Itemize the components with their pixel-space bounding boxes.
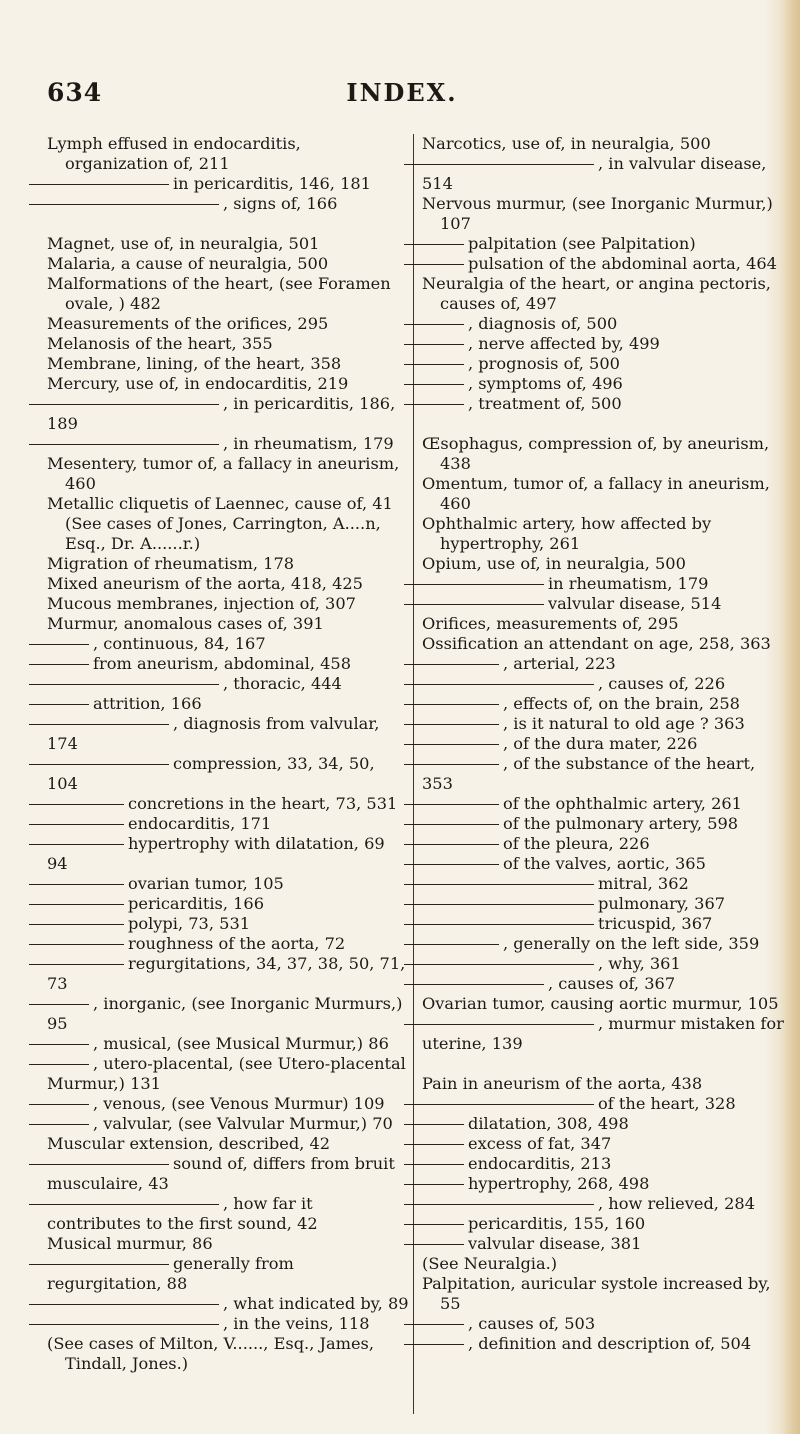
index-subentry [47,754,409,794]
entry-text: Opium, use of, in neuralgia, 500 [422,554,686,573]
ditto-rule [404,1184,464,1185]
index-subentry [422,914,784,934]
ditto-rule [29,1044,89,1045]
entry-text: Mercury, use of, in endocarditis, 219 [47,374,349,393]
entry-text: , generally on the left side, 359 [503,934,760,953]
entry-text: dilatation, 308, 498 [468,1114,629,1133]
ditto-rule [29,1164,169,1165]
index-subentry [47,1314,409,1334]
index-subentry [422,1314,784,1334]
ditto-rule [29,444,219,445]
entry-text: , continuous, 84, 167 [93,634,266,653]
ditto-rule [404,764,499,765]
ditto-rule [404,824,499,825]
ditto-rule [404,344,464,345]
index-subentry [47,1094,409,1114]
index-subentry [422,1334,784,1354]
entry-text: Mucous membranes, injection of, 307 [47,594,356,613]
entry-text: Mixed aneurism of the aorta, 418, 425 [47,574,363,593]
entry-text: , how far it contributes to the first sound, 42 [47,1194,318,1233]
index-entry [47,494,409,554]
entry-text: Nervous murmur, (see Inorganic Murmur,) 107 [422,194,773,233]
entry-text: , causes of, 503 [468,1314,596,1333]
index-subentry [47,1034,409,1054]
index-subentry [47,174,409,194]
index-subentry [422,1214,784,1234]
ditto-rule [29,904,124,905]
entry-text: , of the dura mater, 226 [503,734,698,753]
entry-text: hypertrophy with dilatation, 69 94 [47,834,385,873]
index-subentry [422,374,784,394]
index-subentry [422,314,784,334]
ditto-rule [404,844,499,845]
index-subentry [47,814,409,834]
ditto-rule [404,884,594,885]
index-subentry [422,574,784,594]
index-entry [422,474,784,514]
ditto-rule [404,904,594,905]
index-entry [47,334,409,354]
ditto-rule [29,844,124,845]
entry-text: , inorganic, (see Inorganic Murmurs,) 95 [47,994,403,1033]
ditto-rule [29,1064,89,1065]
index-entry [47,374,409,394]
index-entry [422,134,784,154]
ditto-rule [29,1324,219,1325]
ditto-rule [29,404,219,405]
index-subentry [47,954,409,994]
entry-text: , symptoms of, 496 [468,374,623,393]
entry-text: tricuspid, 367 [598,914,713,933]
index-column-left [47,134,409,1374]
ditto-rule [404,684,594,685]
ditto-rule [404,984,544,985]
ditto-rule [404,1144,464,1145]
entry-text: of the valves, aortic, 365 [503,854,706,873]
index-subentry [422,254,784,274]
index-subentry [422,974,784,994]
entry-text: Metallic cliquetis of Laennec, cause of, 41 (See cases of Jones, Carrington, A....n, Esq., Dr. A......r.) [47,494,393,553]
entry-text: , utero-placental, (see Utero-placental Murmur,) 131 [47,1054,406,1093]
entry-text: , murmur mistaken for uterine, 139 [422,1014,784,1053]
ditto-rule [29,1204,219,1205]
entry-text: pericarditis, 166 [128,894,265,913]
entry-text: mitral, 362 [598,874,689,893]
entry-text: of the ophthalmic artery, 261 [503,794,742,813]
entry-text: roughness of the aorta, 72 [128,934,346,953]
index-subentry [47,1254,409,1294]
page-title: INDEX. [346,78,458,107]
entry-text: , venous, (see Venous Murmur) 109 [93,1094,385,1113]
entry-text: Mesentery, tumor of, a fallacy in aneurism, 460 [47,454,400,493]
index-subentry [422,154,784,194]
index-entry [47,274,409,314]
ditto-rule [404,384,464,385]
entry-text: from aneurism, abdominal, 458 [93,654,352,673]
index-entry [422,194,784,234]
ditto-rule [404,324,464,325]
index-entry [422,514,784,554]
ditto-rule [29,1124,89,1125]
index-subentry [422,354,784,374]
index-entry [47,314,409,334]
entry-text: Magnet, use of, in neuralgia, 501 [47,234,320,253]
ditto-rule [29,1004,89,1005]
ditto-rule [404,964,594,965]
ditto-rule [404,1104,594,1105]
index-subentry [47,794,409,814]
entry-text: Musical murmur, 86 [47,1234,213,1253]
entry-text: , diagnosis of, 500 [468,314,618,333]
entry-text: Pain in aneurism of the aorta, 438 [422,1074,703,1093]
entry-text: compression, 33, 34, 50, 104 [47,754,375,793]
ditto-rule [404,364,464,365]
ditto-rule [29,944,124,945]
index-entry [422,554,784,574]
index-entry [422,434,784,474]
entry-text: regurgitations, 34, 37, 38, 50, 71, 73 [47,954,406,993]
index-subentry [422,1014,784,1054]
index-entry [47,454,409,494]
entry-text: , signs of, 166 [223,194,338,213]
index-column-right [422,134,784,1354]
ditto-rule [404,924,594,925]
ditto-rule [29,884,124,885]
entry-text: polypi, 73, 531 [128,914,251,933]
entry-text: in pericarditis, 146, 181 [173,174,371,193]
entry-text: endocarditis, 171 [128,814,272,833]
entry-text: Membrane, lining, of the heart, 358 [47,354,342,373]
index-subentry [422,654,784,674]
ditto-rule [404,704,499,705]
index-subentry [422,794,784,814]
index-subentry [422,854,784,874]
index-subentry [47,934,409,954]
entry-text: Murmur, anomalous cases of, 391 [47,614,324,633]
index-subentry [422,674,784,694]
ditto-rule [29,924,124,925]
page-header [47,78,757,118]
index-subentry [422,954,784,974]
entry-text: , is it natural to old age ? 363 [503,714,745,733]
entry-text: , diagnosis from valvular, 174 [47,714,380,753]
entry-text: endocarditis, 213 [468,1154,612,1173]
entry-text: concretions in the heart, 73, 531 [128,794,398,813]
entry-text: , treatment of, 500 [468,394,622,413]
section-gap [422,414,784,434]
entry-text: generally from regurgitation, 88 [47,1254,294,1293]
entry-text: , causes of, 226 [598,674,726,693]
section-gap [422,1054,784,1074]
index-subentry [47,634,409,654]
index-entry [47,234,409,254]
entry-text: pulsation of the abdominal aorta, 464 [468,254,777,273]
index-subentry [422,754,784,794]
ditto-rule [404,1124,464,1125]
page-number: 634 [47,78,103,107]
index-subentry [422,834,784,854]
index-subentry [47,654,409,674]
index-subentry [422,1134,784,1154]
index-subentry [47,434,409,454]
index-entry [47,1334,409,1374]
index-subentry [47,694,409,714]
entry-text: , effects of, on the brain, 258 [503,694,740,713]
ditto-rule [29,724,169,725]
ditto-rule [404,1324,464,1325]
entry-text: , in the veins, 118 [223,1314,370,1333]
ditto-rule [29,664,89,665]
entry-text: pericarditis, 155, 160 [468,1214,646,1233]
index-subentry [422,814,784,834]
index-subentry [422,694,784,714]
ditto-rule [404,604,544,605]
index-subentry [47,194,409,214]
index-subentry [422,1114,784,1134]
entry-text: attrition, 166 [93,694,202,713]
entry-text: Omentum, tumor of, a fallacy in aneurism, 460 [422,474,770,513]
index-entry [422,614,784,634]
section-gap [47,214,409,234]
entry-text: (See Neuralgia.) [422,1254,558,1273]
entry-text: , valvular, (see Valvular Murmur,) 70 [93,1114,393,1133]
entry-text: of the heart, 328 [598,1094,736,1113]
ditto-rule [404,1164,464,1165]
entry-text: , musical, (see Musical Murmur,) 86 [93,1034,389,1053]
entry-text: , definition and description of, 504 [468,1334,752,1353]
index-entry [47,614,409,634]
entry-text: (See cases of Milton, V......, Esq., James, Tindall, Jones.) [47,1334,375,1373]
index-subentry [422,1234,784,1254]
entry-text: valvular disease, 514 [548,594,722,613]
index-subentry [422,334,784,354]
index-subentry [47,714,409,754]
entry-text: Ovarian tumor, causing aortic murmur, 105 [422,994,779,1013]
index-entry [47,594,409,614]
entry-text: of the pulmonary artery, 598 [503,814,739,833]
ditto-rule [29,204,219,205]
index-subentry [422,734,784,754]
ditto-rule [29,1304,219,1305]
ditto-rule [404,1024,594,1025]
entry-text: , in valvular disease, 514 [422,154,767,193]
index-subentry [422,934,784,954]
index-subentry [422,894,784,914]
index-subentry [422,1194,784,1214]
entry-text: , causes of, 367 [548,974,676,993]
entry-text: Narcotics, use of, in neuralgia, 500 [422,134,711,153]
index-subentry [47,394,409,434]
entry-text: , what indicated by, 89 [223,1294,409,1313]
index-subentry [422,1154,784,1174]
ditto-rule [29,684,219,685]
entry-text: , arterial, 223 [503,654,616,673]
ditto-rule [404,864,499,865]
ditto-rule [404,1344,464,1345]
index-subentry [47,1294,409,1314]
entry-text: , of the substance of the heart, 353 [422,754,756,793]
index-subentry [47,1154,409,1194]
index-subentry [47,1114,409,1134]
ditto-rule [29,764,169,765]
entry-text: Measurements of the orifices, 295 [47,314,329,333]
index-subentry [422,1174,784,1194]
entry-text: Neuralgia of the heart, or angina pectoris, causes of, 497 [422,274,771,313]
ditto-rule [404,664,499,665]
index-entry [47,574,409,594]
index-entry [422,1254,784,1274]
entry-text: Palpitation, auricular systole increased by, 55 [422,1274,771,1313]
entry-text: of the pleura, 226 [503,834,650,853]
ditto-rule [404,724,499,725]
index-subentry [422,594,784,614]
ditto-rule [29,1104,89,1105]
entry-text: Malformations of the heart, (see Foramen ovale, ) 482 [47,274,391,313]
entry-text: pulmonary, 367 [598,894,726,913]
ditto-rule [29,644,89,645]
entry-text: , thoracic, 444 [223,674,342,693]
entry-text: Melanosis of the heart, 355 [47,334,273,353]
ditto-rule [29,804,124,805]
entry-text: in rheumatism, 179 [548,574,709,593]
ditto-rule [29,1264,169,1265]
entry-text: , nerve affected by, 499 [468,334,660,353]
ditto-rule [404,584,544,585]
index-subentry [47,834,409,874]
entry-text: ovarian tumor, 105 [128,874,284,893]
entry-text: Ossification an attendant on age, 258, 363 [422,634,771,653]
index-entry [47,1134,409,1154]
entry-text: Ophthalmic artery, how affected by hypertrophy, 261 [422,514,712,553]
index-entry [47,254,409,274]
ditto-rule [29,704,89,705]
index-subentry [422,714,784,734]
index-entry [422,274,784,314]
ditto-rule [404,264,464,265]
index-subentry [422,874,784,894]
entry-text: Orifices, measurements of, 295 [422,614,679,633]
entry-text: valvular disease, 381 [468,1234,642,1253]
index-entry [422,994,784,1014]
index-entry [47,134,409,174]
index-subentry [47,914,409,934]
ditto-rule [404,944,499,945]
index-entry [47,354,409,374]
entry-text: , in rheumatism, 179 [223,434,394,453]
index-subentry [47,1194,409,1234]
index-entry [422,634,784,654]
entry-text: Muscular extension, described, 42 [47,1134,331,1153]
entry-text: Œsophagus, compression of, by aneurism, 438 [422,434,770,473]
index-entry [47,1234,409,1254]
index-subentry [47,674,409,694]
index-entry [422,1074,784,1094]
index-entry [47,554,409,574]
ditto-rule [404,1224,464,1225]
entry-text: palpitation (see Palpitation) [468,234,696,253]
index-subentry [47,874,409,894]
entry-text: , how relieved, 284 [598,1194,755,1213]
ditto-rule [29,964,124,965]
entry-text: hypertrophy, 268, 498 [468,1174,650,1193]
entry-text: sound of, differs from bruit musculaire, 43 [47,1154,395,1193]
entry-text: excess of fat, 347 [468,1134,612,1153]
ditto-rule [29,184,169,185]
entry-text: Malaria, a cause of neuralgia, 500 [47,254,329,273]
ditto-rule [404,804,499,805]
ditto-rule [404,1244,464,1245]
ditto-rule [404,244,464,245]
entry-text: Lymph effused in endocarditis, organization of, 211 [47,134,301,173]
index-subentry [47,1054,409,1094]
entry-text: , in pericarditis, 186, 189 [47,394,396,433]
ditto-rule [404,164,594,165]
index-subentry [422,234,784,254]
ditto-rule [29,824,124,825]
entry-text: Migration of rheumatism, 178 [47,554,295,573]
entry-text: , why, 361 [598,954,681,973]
index-subentry [47,994,409,1034]
ditto-rule [404,404,464,405]
index-subentry [422,394,784,414]
index-entry [422,1274,784,1314]
entry-text: , prognosis of, 500 [468,354,620,373]
index-subentry [422,1094,784,1114]
index-subentry [47,894,409,914]
ditto-rule [404,1204,594,1205]
ditto-rule [404,744,499,745]
